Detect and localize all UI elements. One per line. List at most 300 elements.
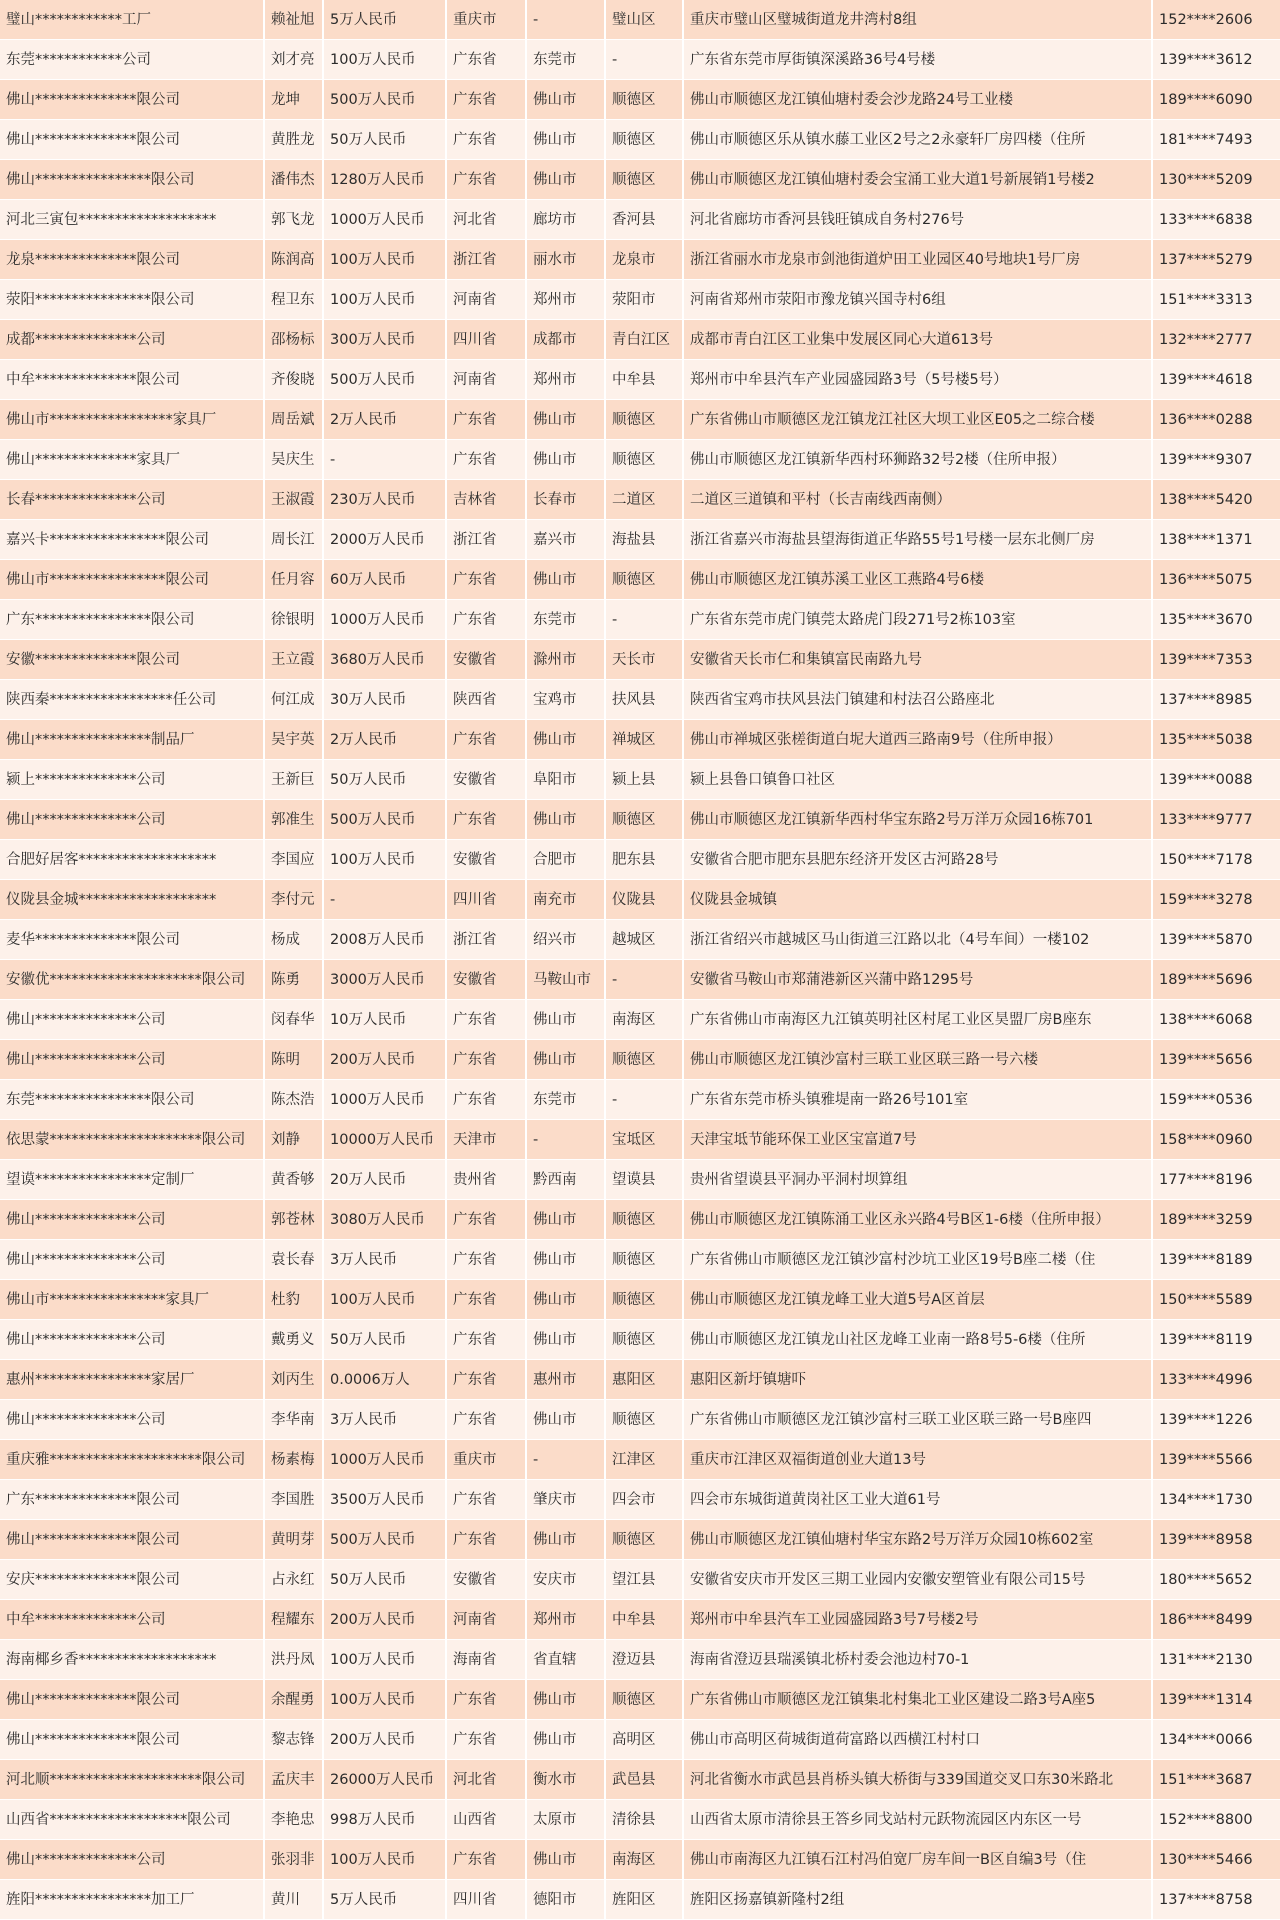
registered-capital-cell: 100万人民币 — [324, 40, 447, 80]
phone-cell: 152****2606 — [1159, 12, 1253, 28]
company-name-cell: 佛山**************公司 — [0, 1200, 265, 1240]
district-cell: 顺德区 — [606, 80, 684, 120]
contact-name-cell: 陈润高 — [265, 240, 324, 280]
address-cell: 佛山市顺德区龙江镇龙山社区龙峰工业南一路8号5-6楼（住所 — [684, 1320, 1153, 1360]
table-row — [0, 680, 1280, 720]
registered-capital-cell: 0.0006万人 — [324, 1360, 447, 1400]
contact-name-cell: 余醒勇 — [265, 1680, 324, 1720]
table-row — [0, 760, 1280, 800]
address-cell: 河北省廊坊市香河县钱旺镇成自务村276号 — [684, 200, 1153, 240]
table-row — [0, 1040, 1280, 1080]
table-row — [0, 960, 1280, 1000]
contact-name-cell: 孟庆丰 — [265, 1760, 324, 1800]
province-cell: 四川省 — [447, 1880, 527, 1920]
district-cell: 顺德区 — [606, 1040, 684, 1080]
table-row — [0, 920, 1280, 960]
company-name-cell: 龙泉**************限公司 — [0, 240, 265, 280]
phone-cell: 139****1314 — [1159, 1692, 1253, 1708]
company-name-cell: 佛山**************公司 — [0, 1320, 265, 1360]
contact-name-cell: 程耀东 — [265, 1600, 324, 1640]
phone-cell: 159****3278 — [1159, 892, 1253, 908]
company-name-cell: 成都**************公司 — [0, 320, 265, 360]
phone-cell: 138****1371 — [1159, 532, 1253, 548]
city-cell: 宝鸡市 — [527, 680, 606, 720]
company-name-cell: 佛山市****************限公司 — [0, 560, 265, 600]
province-cell: 山西省 — [447, 1800, 527, 1840]
district-cell: 顺德区 — [606, 1680, 684, 1720]
contact-name-cell: 黄香够 — [265, 1160, 324, 1200]
contact-name-cell: 邵杨标 — [265, 320, 324, 360]
registered-capital-cell: 1000万人民币 — [324, 1440, 447, 1480]
district-cell: 肥东县 — [606, 840, 684, 880]
address-cell: 佛山市顺德区龙江镇苏溪工业区工燕路4号6楼 — [684, 560, 1153, 600]
registered-capital-cell: 3680万人民币 — [324, 640, 447, 680]
table-row — [0, 280, 1280, 320]
table-row — [0, 40, 1280, 80]
district-cell: 顺德区 — [606, 1240, 684, 1280]
company-name-cell: 嘉兴卡****************限公司 — [0, 520, 265, 560]
address-cell: 二道区三道镇和平村（长吉南线西南侧） — [684, 480, 1153, 520]
district-cell: 顺德区 — [606, 400, 684, 440]
phone-cell: 134****0066 — [1159, 1732, 1253, 1748]
city-cell: 廊坊市 — [527, 200, 606, 240]
province-cell: 广东省 — [447, 600, 527, 640]
contact-name-cell: 戴勇义 — [265, 1320, 324, 1360]
district-cell: 顺德区 — [606, 1320, 684, 1360]
table-row — [0, 800, 1280, 840]
address-cell: 安徽省合肥市肥东县肥东经济开发区古河路28号 — [684, 840, 1153, 880]
province-cell: 河南省 — [447, 360, 527, 400]
city-cell: 佛山市 — [527, 560, 606, 600]
contact-name-cell: 任月容 — [265, 560, 324, 600]
phone-cell: 189****6090 — [1159, 92, 1253, 108]
company-name-cell: 佛山**************限公司 — [0, 1520, 265, 1560]
district-cell: 越城区 — [606, 920, 684, 960]
phone-cell: 189****5696 — [1159, 972, 1253, 988]
registered-capital-cell: 3万人民币 — [324, 1400, 447, 1440]
registered-capital-cell: 50万人民币 — [324, 1320, 447, 1360]
address-cell: 陕西省宝鸡市扶风县法门镇建和村法召公路座北 — [684, 680, 1153, 720]
contact-name-cell: 黎志锋 — [265, 1720, 324, 1760]
phone-cell: 139****5656 — [1159, 1052, 1253, 1068]
province-cell: 四川省 — [447, 320, 527, 360]
district-cell: 顺德区 — [606, 120, 684, 160]
phone-cell: 139****7353 — [1159, 652, 1253, 668]
company-name-cell: 东莞************公司 — [0, 40, 265, 80]
contact-name-cell: 杨素梅 — [265, 1440, 324, 1480]
contact-name-cell: 李国应 — [265, 840, 324, 880]
company-name-cell: 佛山**************公司 — [0, 800, 265, 840]
address-cell: 佛山市禅城区张槎街道白坭大道西三路南9号（住所申报） — [684, 720, 1153, 760]
phone-cell: 139****5870 — [1159, 932, 1253, 948]
address-cell: 颍上县鲁口镇鲁口社区 — [684, 760, 1153, 800]
phone-cell: 131****2130 — [1159, 1652, 1253, 1668]
province-cell: 广东省 — [447, 560, 527, 600]
district-cell: 宝坻区 — [606, 1120, 684, 1160]
address-cell: 广东省东莞市桥头镇雅堤南一路26号101室 — [684, 1080, 1153, 1120]
phone-cell: 139****4618 — [1159, 372, 1253, 388]
city-cell: 东莞市 — [527, 40, 606, 80]
table-row — [0, 1440, 1280, 1480]
province-cell: 吉林省 — [447, 480, 527, 520]
registered-capital-cell: 100万人民币 — [324, 1840, 447, 1880]
phone-cell: 152****8800 — [1159, 1812, 1253, 1828]
phone-cell: 151****3313 — [1159, 292, 1253, 308]
address-cell: 旌阳区扬嘉镇新隆村2组 — [684, 1880, 1153, 1920]
address-cell: 广东省佛山市顺德区龙江镇龙江社区大坝工业区E05之二综合楼 — [684, 400, 1153, 440]
phone-cell: 181****7493 — [1159, 132, 1253, 148]
company-name-cell: 麦华**************限公司 — [0, 920, 265, 960]
registered-capital-cell: 1280万人民币 — [324, 160, 447, 200]
address-cell: 成都市青白江区工业集中发展区同心大道613号 — [684, 320, 1153, 360]
province-cell: 安徽省 — [447, 760, 527, 800]
phone-cell: 138****6068 — [1159, 1012, 1253, 1028]
address-cell: 安徽省马鞍山市郑蒲港新区兴蒲中路1295号 — [684, 960, 1153, 1000]
phone-cell: 135****5038 — [1159, 732, 1253, 748]
table-row — [0, 1840, 1280, 1880]
phone-cell: 139****8119 — [1159, 1332, 1253, 1348]
province-cell: 广东省 — [447, 1680, 527, 1720]
contact-name-cell: 王立霞 — [265, 640, 324, 680]
district-cell: 望谟县 — [606, 1160, 684, 1200]
phone-cell: 138****5420 — [1159, 492, 1253, 508]
table-row — [0, 520, 1280, 560]
district-cell: 颍上县 — [606, 760, 684, 800]
district-cell: 顺德区 — [606, 160, 684, 200]
contact-name-cell: 陈杰浩 — [265, 1080, 324, 1120]
district-cell: 顺德区 — [606, 1280, 684, 1320]
address-cell: 河南省郑州市荥阳市豫龙镇兴国寺村6组 — [684, 280, 1153, 320]
address-cell: 佛山市高明区荷城街道荷富路以西横江村村口 — [684, 1720, 1153, 1760]
company-name-cell: 海南椰乡香******************* — [0, 1640, 265, 1680]
phone-cell: 130****5466 — [1159, 1852, 1253, 1868]
province-cell: 河北省 — [447, 1760, 527, 1800]
phone-cell: 139****0088 — [1159, 772, 1253, 788]
company-name-cell: 惠州****************家居厂 — [0, 1360, 265, 1400]
province-cell: 四川省 — [447, 880, 527, 920]
district-cell: 天长市 — [606, 640, 684, 680]
city-cell: 佛山市 — [527, 1000, 606, 1040]
district-cell: 海盐县 — [606, 520, 684, 560]
district-cell: 荥阳市 — [606, 280, 684, 320]
province-cell: 广东省 — [447, 1360, 527, 1400]
registered-capital-cell: 50万人民币 — [324, 760, 447, 800]
company-name-cell: 璧山************工厂 — [0, 0, 265, 40]
company-name-cell: 佛山**************公司 — [0, 1040, 265, 1080]
contact-name-cell: 黄明芽 — [265, 1520, 324, 1560]
company-name-cell: 佛山**************限公司 — [0, 1680, 265, 1720]
table-row — [0, 0, 1280, 40]
table-row — [0, 1560, 1280, 1600]
registered-capital-cell: 500万人民币 — [324, 1520, 447, 1560]
table-row — [0, 400, 1280, 440]
table-row — [0, 840, 1280, 880]
province-cell: 广东省 — [447, 1320, 527, 1360]
registered-capital-cell: 500万人民币 — [324, 360, 447, 400]
city-cell: 佛山市 — [527, 1240, 606, 1280]
city-cell: 佛山市 — [527, 440, 606, 480]
table-row — [0, 320, 1280, 360]
district-cell: 南海区 — [606, 1840, 684, 1880]
province-cell: 广东省 — [447, 1000, 527, 1040]
district-cell: 禅城区 — [606, 720, 684, 760]
registered-capital-cell: 100万人民币 — [324, 240, 447, 280]
phone-cell: 139****8958 — [1159, 1532, 1253, 1548]
address-cell: 山西省太原市清徐县王答乡同戈站村元跃物流园区内东区一号 — [684, 1800, 1153, 1840]
district-cell: 江津区 — [606, 1440, 684, 1480]
province-cell: 浙江省 — [447, 920, 527, 960]
city-cell: 嘉兴市 — [527, 520, 606, 560]
table-row — [0, 1360, 1280, 1400]
province-cell: 浙江省 — [447, 240, 527, 280]
table-row — [0, 360, 1280, 400]
contact-name-cell: 陈明 — [265, 1040, 324, 1080]
address-cell: 河北省衡水市武邑县肖桥头镇大桥街与339国道交叉口东30米路北 — [684, 1760, 1153, 1800]
district-cell: 青白江区 — [606, 320, 684, 360]
province-cell: 海南省 — [447, 1640, 527, 1680]
registered-capital-cell: 30万人民币 — [324, 680, 447, 720]
city-cell: 佛山市 — [527, 1400, 606, 1440]
address-cell: 贵州省望谟县平洞办平洞村坝算组 — [684, 1160, 1153, 1200]
table-row — [0, 880, 1280, 920]
table-row — [0, 600, 1280, 640]
company-name-cell: 佛山**************公司 — [0, 1400, 265, 1440]
contact-name-cell: 李国胜 — [265, 1480, 324, 1520]
city-cell: 佛山市 — [527, 400, 606, 440]
table-row — [0, 1760, 1280, 1800]
address-cell: 郑州市中牟县汽车产业园盛园路3号（5号楼5号） — [684, 360, 1153, 400]
phone-cell: 134****1730 — [1159, 1492, 1253, 1508]
address-cell: 浙江省丽水市龙泉市剑池街道炉田工业园区40号地块1号厂房 — [684, 240, 1153, 280]
city-cell: 佛山市 — [527, 80, 606, 120]
registered-capital-cell: 3500万人民币 — [324, 1480, 447, 1520]
province-cell: 广东省 — [447, 1240, 527, 1280]
phone-cell: 150****5589 — [1159, 1292, 1253, 1308]
company-name-cell: 佛山****************限公司 — [0, 160, 265, 200]
contact-name-cell: 闵春华 — [265, 1000, 324, 1040]
registered-capital-cell: 60万人民币 — [324, 560, 447, 600]
company-name-cell: 旌阳****************加工厂 — [0, 1880, 265, 1920]
table-row — [0, 440, 1280, 480]
table-row — [0, 80, 1280, 120]
contact-name-cell: 杨成 — [265, 920, 324, 960]
district-cell: 顺德区 — [606, 440, 684, 480]
company-name-cell: 望谟****************定制厂 — [0, 1160, 265, 1200]
province-cell: 河南省 — [447, 280, 527, 320]
district-cell: 中牟县 — [606, 1600, 684, 1640]
registered-capital-cell: 500万人民币 — [324, 80, 447, 120]
city-cell: 佛山市 — [527, 120, 606, 160]
address-cell: 佛山市顺德区龙江镇新华西村环狮路32号2楼（住所申报） — [684, 440, 1153, 480]
province-cell: 广东省 — [447, 720, 527, 760]
city-cell: 衡水市 — [527, 1760, 606, 1800]
table-row — [0, 1320, 1280, 1360]
district-cell: 香河县 — [606, 200, 684, 240]
company-name-cell: 依思蒙*********************限公司 — [0, 1120, 265, 1160]
contact-name-cell: 李付元 — [265, 880, 324, 920]
city-cell: 佛山市 — [527, 720, 606, 760]
city-cell: 黔西南 — [527, 1160, 606, 1200]
contact-name-cell: 吴宇英 — [265, 720, 324, 760]
city-cell: 佛山市 — [527, 1680, 606, 1720]
province-cell: 广东省 — [447, 1520, 527, 1560]
registered-capital-cell: 5万人民币 — [324, 0, 447, 40]
district-cell: 二道区 — [606, 480, 684, 520]
address-cell: 重庆市江津区双福街道创业大道13号 — [684, 1440, 1153, 1480]
district-cell: 南海区 — [606, 1000, 684, 1040]
province-cell: 天津市 — [447, 1120, 527, 1160]
contact-name-cell: 陈勇 — [265, 960, 324, 1000]
contact-name-cell: 潘伟杰 — [265, 160, 324, 200]
phone-cell: 137****8985 — [1159, 692, 1253, 708]
company-name-cell: 仪陇县金城******************* — [0, 880, 265, 920]
contact-name-cell: 李艳忠 — [265, 1800, 324, 1840]
province-cell: 安徽省 — [447, 640, 527, 680]
address-cell: 广东省佛山市顺德区龙江镇沙富村沙坑工业区19号B座二楼（住 — [684, 1240, 1153, 1280]
city-cell: 佛山市 — [527, 1040, 606, 1080]
registered-capital-cell: 200万人民币 — [324, 1600, 447, 1640]
table-row — [0, 1200, 1280, 1240]
province-cell: 广东省 — [447, 40, 527, 80]
phone-cell: 133****4996 — [1159, 1372, 1253, 1388]
district-cell: 惠阳区 — [606, 1360, 684, 1400]
address-cell: 佛山市顺德区龙江镇新华西村华宝东路2号万洋万众园16栋701 — [684, 800, 1153, 840]
phone-cell: 139****1226 — [1159, 1412, 1253, 1428]
city-cell: 佛山市 — [527, 1200, 606, 1240]
province-cell: 广东省 — [447, 800, 527, 840]
phone-cell: 151****3687 — [1159, 1772, 1253, 1788]
company-name-cell: 长春**************公司 — [0, 480, 265, 520]
table-row — [0, 1600, 1280, 1640]
province-cell: 广东省 — [447, 1280, 527, 1320]
contact-name-cell: 吴庆生 — [265, 440, 324, 480]
district-cell: 四会市 — [606, 1480, 684, 1520]
address-cell: 佛山市顺德区龙江镇仙塘村委会宝涌工业大道1号新展销1号楼2 — [684, 160, 1153, 200]
company-name-cell: 安庆**************限公司 — [0, 1560, 265, 1600]
table-row — [0, 120, 1280, 160]
district-cell: 旌阳区 — [606, 1880, 684, 1920]
city-cell: 成都市 — [527, 320, 606, 360]
company-name-cell: 颍上**************公司 — [0, 760, 265, 800]
city-cell: 郑州市 — [527, 360, 606, 400]
registered-capital-cell: 2万人民币 — [324, 400, 447, 440]
phone-cell: 136****5075 — [1159, 572, 1253, 588]
district-cell: 顺德区 — [606, 1520, 684, 1560]
registered-capital-cell: 50万人民币 — [324, 120, 447, 160]
company-name-cell: 安徽优*********************限公司 — [0, 960, 265, 1000]
city-cell: - — [527, 1440, 606, 1480]
city-cell: 合肥市 — [527, 840, 606, 880]
table-row — [0, 1520, 1280, 1560]
registered-capital-cell: 100万人民币 — [324, 280, 447, 320]
phone-cell: 150****7178 — [1159, 852, 1253, 868]
contact-name-cell: 杜豹 — [265, 1280, 324, 1320]
address-cell: 仪陇县金城镇 — [684, 880, 1153, 920]
province-cell: 广东省 — [447, 1040, 527, 1080]
table-row — [0, 1280, 1280, 1320]
registered-capital-cell: 10万人民币 — [324, 1000, 447, 1040]
province-cell: 重庆市 — [447, 0, 527, 40]
contact-name-cell: 齐俊晓 — [265, 360, 324, 400]
province-cell: 广东省 — [447, 1080, 527, 1120]
city-cell: 佛山市 — [527, 1720, 606, 1760]
address-cell: 广东省佛山市顺德区龙江镇集北村集北工业区建设二路3号A座5 — [684, 1680, 1153, 1720]
address-cell: 惠阳区新圩镇塘吓 — [684, 1360, 1153, 1400]
province-cell: 河北省 — [447, 200, 527, 240]
city-cell: 佛山市 — [527, 160, 606, 200]
company-name-cell: 安徽**************限公司 — [0, 640, 265, 680]
province-cell: 广东省 — [447, 1480, 527, 1520]
district-cell: 顺德区 — [606, 1400, 684, 1440]
company-name-cell: 佛山**************限公司 — [0, 1720, 265, 1760]
city-cell: 阜阳市 — [527, 760, 606, 800]
registered-capital-cell: 1000万人民币 — [324, 200, 447, 240]
address-cell: 佛山市顺德区乐从镇水藤工业区2号之2永豪轩厂房四楼（住所 — [684, 120, 1153, 160]
address-cell: 海南省澄迈县瑞溪镇北桥村委会池边村70-1 — [684, 1640, 1153, 1680]
table-row — [0, 1640, 1280, 1680]
district-cell: 望江县 — [606, 1560, 684, 1600]
address-cell: 佛山市顺德区龙江镇龙峰工业大道5号A区首层 — [684, 1280, 1153, 1320]
phone-cell: 133****6838 — [1159, 212, 1253, 228]
province-cell: 广东省 — [447, 1840, 527, 1880]
address-cell: 佛山市顺德区龙江镇陈涌工业区永兴路4号B区1-6楼（住所申报） — [684, 1200, 1153, 1240]
company-name-cell: 佛山****************制品厂 — [0, 720, 265, 760]
registered-capital-cell: 100万人民币 — [324, 840, 447, 880]
table-row — [0, 1800, 1280, 1840]
contact-name-cell: 张羽非 — [265, 1840, 324, 1880]
contact-name-cell: 黄川 — [265, 1880, 324, 1920]
company-name-cell: 陕西秦*****************任公司 — [0, 680, 265, 720]
city-cell: 南充市 — [527, 880, 606, 920]
contact-name-cell: 占永红 — [265, 1560, 324, 1600]
province-cell: 陕西省 — [447, 680, 527, 720]
contact-name-cell: 黄胜龙 — [265, 120, 324, 160]
company-name-cell: 佛山**************公司 — [0, 1240, 265, 1280]
province-cell: 贵州省 — [447, 1160, 527, 1200]
contact-name-cell: 李华南 — [265, 1400, 324, 1440]
city-cell: 佛山市 — [527, 1840, 606, 1880]
registered-capital-cell: 500万人民币 — [324, 800, 447, 840]
district-cell: 清徐县 — [606, 1800, 684, 1840]
company-name-cell: 重庆雅*********************限公司 — [0, 1440, 265, 1480]
city-cell: 太原市 — [527, 1800, 606, 1840]
registered-capital-cell: - — [324, 880, 447, 920]
address-cell: 浙江省嘉兴市海盐县望海街道正华路55号1号楼一层东北侧厂房 — [684, 520, 1153, 560]
table-row — [0, 1000, 1280, 1040]
city-cell: 省直辖 — [527, 1640, 606, 1680]
province-cell: 广东省 — [447, 80, 527, 120]
registered-capital-cell: 26000万人民币 — [324, 1760, 447, 1800]
city-cell: 长春市 — [527, 480, 606, 520]
company-name-cell: 中牟**************限公司 — [0, 360, 265, 400]
contact-name-cell: 龙坤 — [265, 80, 324, 120]
table-row — [0, 1240, 1280, 1280]
phone-cell: 136****0288 — [1159, 412, 1253, 428]
district-cell: 顺德区 — [606, 1200, 684, 1240]
registered-capital-cell: 998万人民币 — [324, 1800, 447, 1840]
company-name-cell: 佛山**************限公司 — [0, 80, 265, 120]
registered-capital-cell: 1000万人民币 — [324, 1080, 447, 1120]
registered-capital-cell: 300万人民币 — [324, 320, 447, 360]
phone-cell: 139****5566 — [1159, 1452, 1253, 1468]
table-row — [0, 1720, 1280, 1760]
table-row — [0, 1880, 1280, 1920]
city-cell: 惠州市 — [527, 1360, 606, 1400]
registered-capital-cell: 100万人民币 — [324, 1280, 447, 1320]
company-name-cell: 荥阳****************限公司 — [0, 280, 265, 320]
phone-cell: 135****3670 — [1159, 612, 1253, 628]
city-cell: 佛山市 — [527, 1280, 606, 1320]
